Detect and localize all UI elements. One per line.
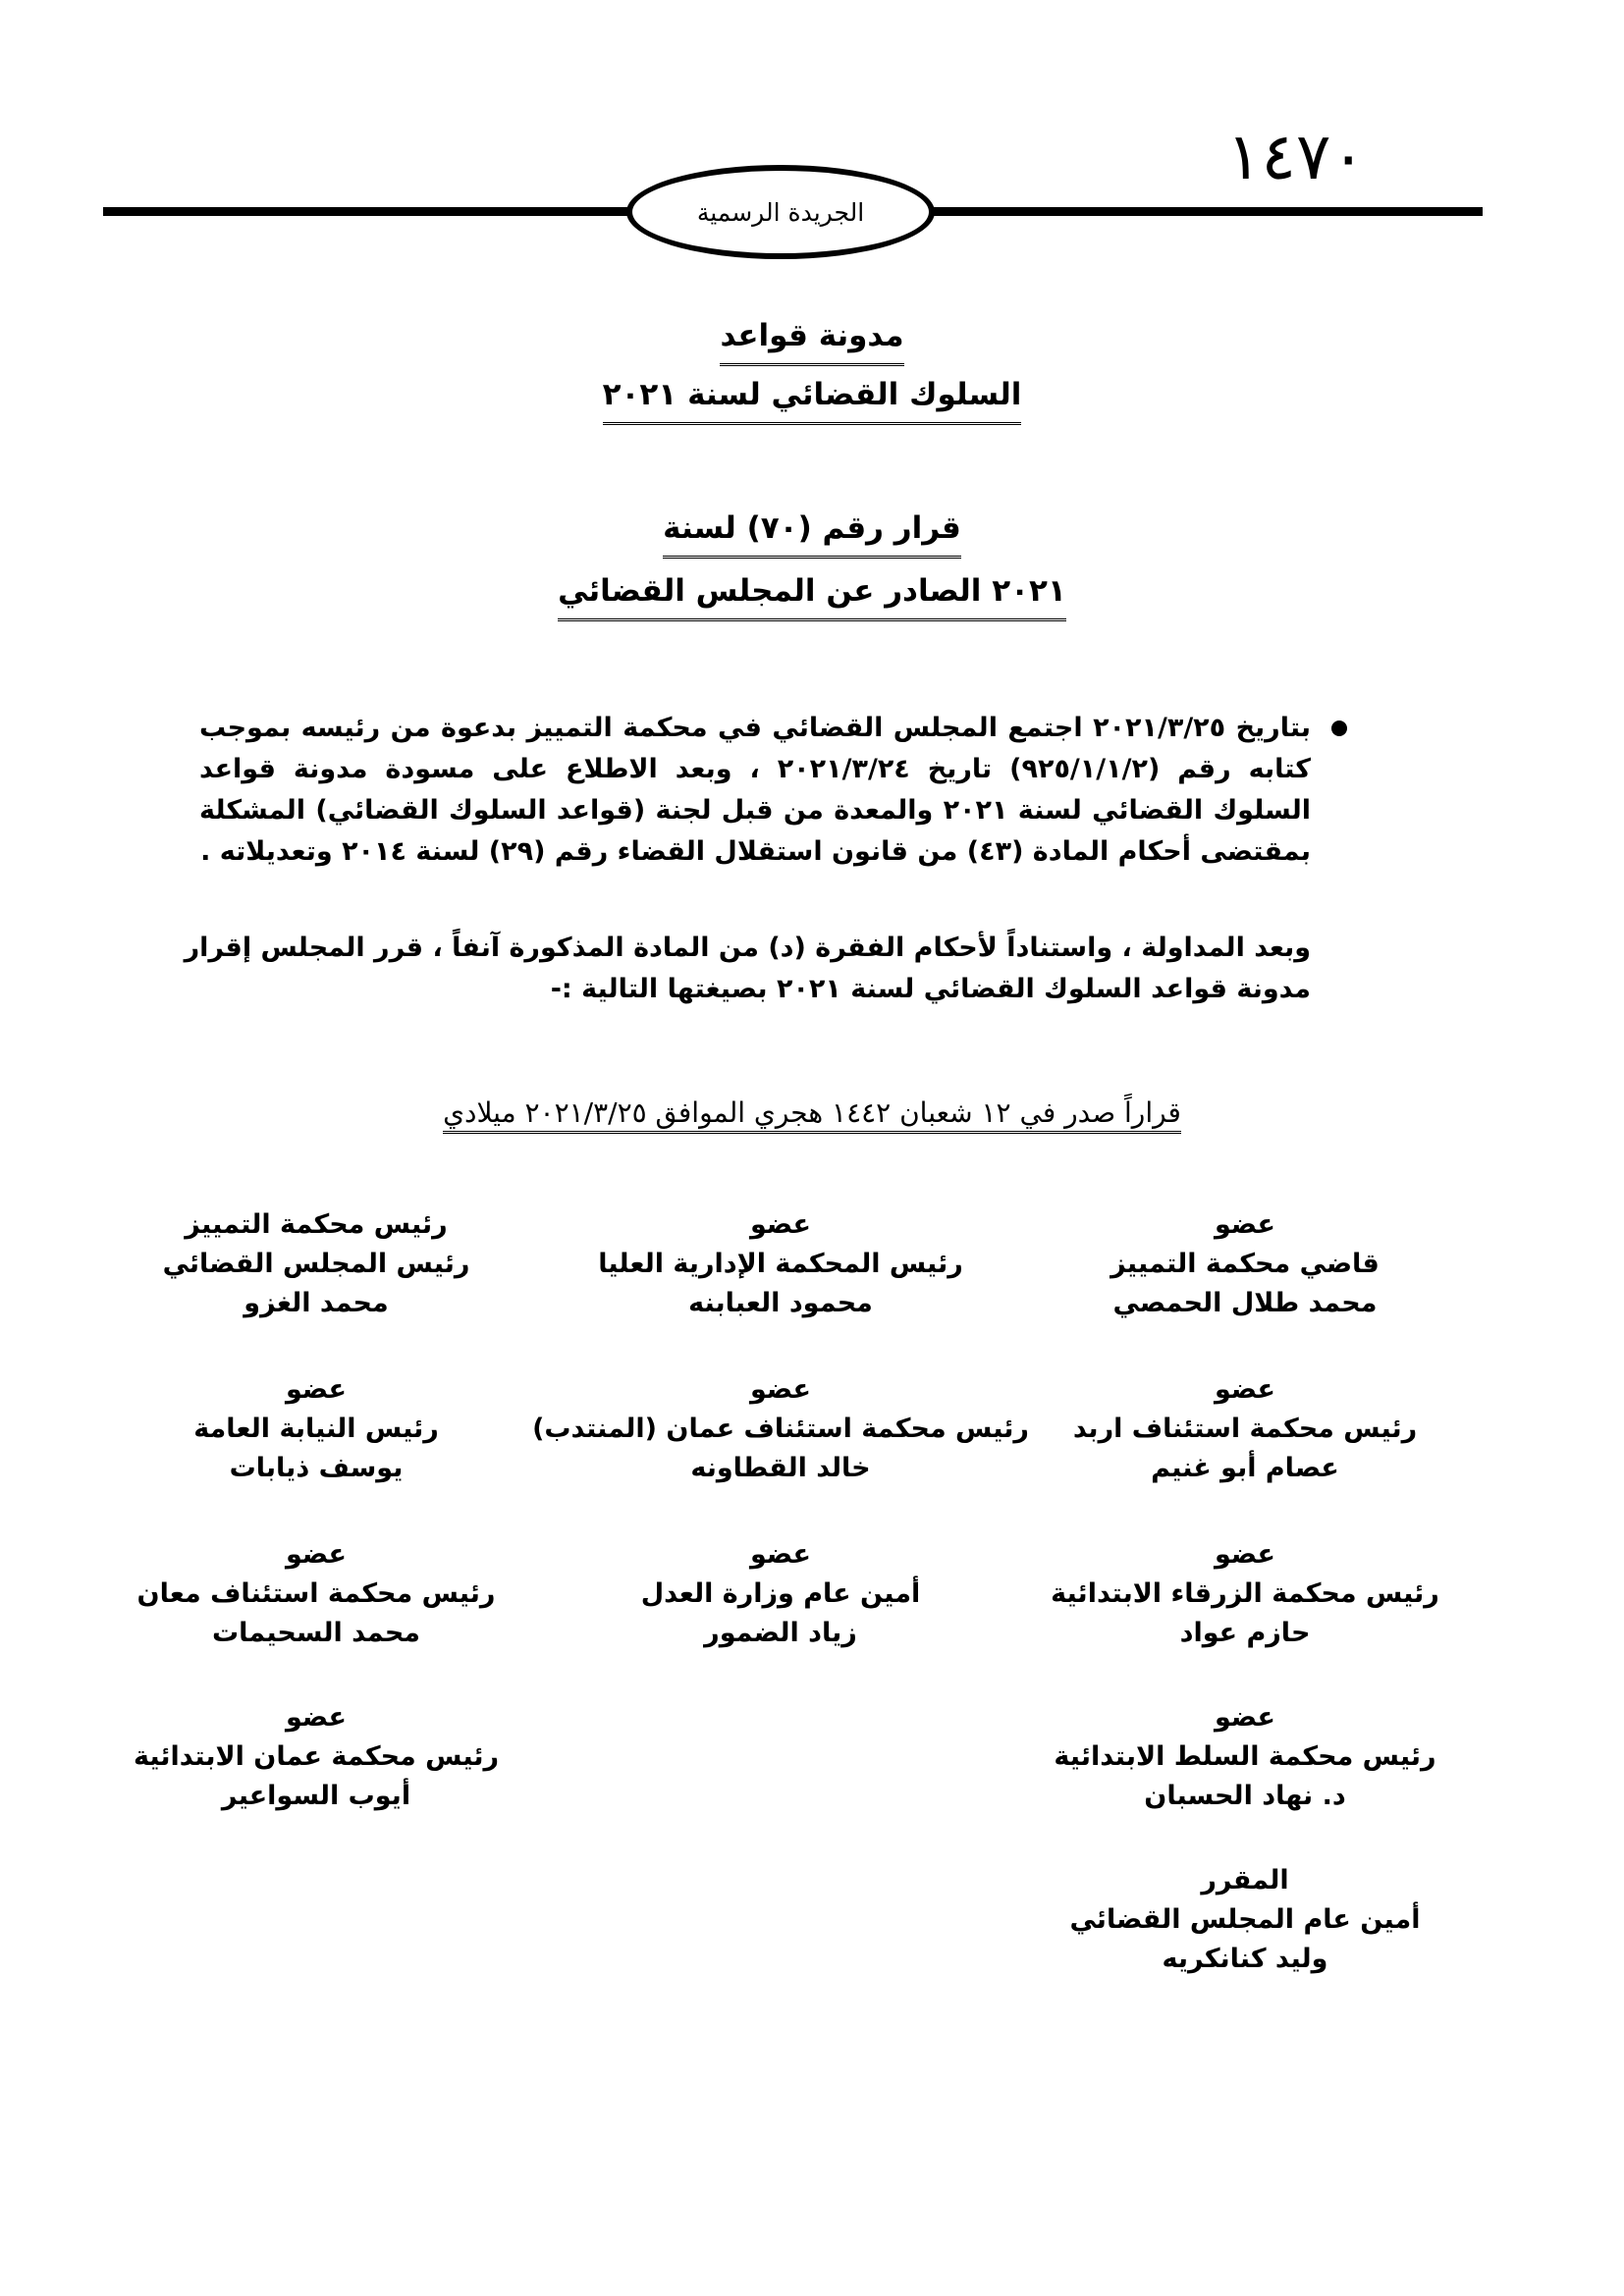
signatory-role: عضو xyxy=(750,1374,811,1405)
gazette-name: الجريدة الرسمية xyxy=(696,197,865,227)
signatory-title: رئيس المجلس القضائي xyxy=(162,1249,470,1279)
signatory-role: عضو xyxy=(1215,1209,1275,1240)
signature-block xyxy=(990,1205,1500,1323)
decision-heading-line2 xyxy=(0,569,1624,621)
signatory-title: رئيس المحكمة الإدارية العليا xyxy=(598,1249,963,1279)
document-title-line2 xyxy=(0,373,1624,425)
signatory-title: قاضي محكمة التمييز xyxy=(1110,1249,1380,1279)
signatory-role: المقرر xyxy=(1201,1865,1289,1896)
signatory-name: زياد الضمور xyxy=(704,1618,857,1648)
signature-block xyxy=(990,1698,1500,1816)
paragraph-line: كتابه رقم (٩٢٥/١/١/٢) تاريخ ٢٠٢١/٣/٢٤ ، وبعد الاطلاع على مسودة مدونة قواعد xyxy=(199,754,1311,784)
signature-block xyxy=(61,1205,571,1323)
signatory-title: رئيس محكمة عمان الابتدائية xyxy=(133,1741,500,1772)
signatory-name: خالد القطاونه xyxy=(690,1453,871,1483)
signatory-role: عضو xyxy=(286,1374,347,1405)
signatory-name: عصام أبو غنيم xyxy=(1151,1453,1339,1483)
paragraph-resolution xyxy=(184,928,1311,1010)
decision-date-text: قراراً صدر في ١٢ شعبان ١٤٤٢ هجري الموافق ٢٠٢١/٣/٢٥ ميلادي xyxy=(443,1096,1181,1134)
header-rule-left xyxy=(103,207,633,216)
signatory-title: رئيس محكمة الزرقاء الابتدائية xyxy=(1051,1578,1439,1609)
decision-date xyxy=(0,1092,1624,1135)
signatory-name: وليد كنانكريه xyxy=(1162,1944,1328,1974)
signatory-role: عضو xyxy=(750,1209,811,1240)
signature-block xyxy=(525,1205,1036,1323)
signature-block xyxy=(525,1535,1036,1653)
signatory-name: محمد السحيمات xyxy=(212,1618,420,1648)
signatory-name: حازم عواد xyxy=(1179,1618,1311,1648)
signatory-role: عضو xyxy=(1215,1374,1275,1405)
signatory-name: محمد الغزو xyxy=(244,1288,389,1318)
title-text: مدونة قواعد xyxy=(720,314,903,366)
title-text: السلوك القضائي لسنة ٢٠٢١ xyxy=(603,373,1022,425)
signatory-role: عضو xyxy=(1215,1539,1275,1570)
signatory-role: رئيس محكمة التمييز xyxy=(185,1209,448,1240)
signature-block xyxy=(990,1535,1500,1653)
signatory-role: عضو xyxy=(750,1539,811,1570)
bullet-icon xyxy=(1331,721,1347,736)
heading-text: ٢٠٢١ الصادر عن المجلس القضائي xyxy=(558,569,1066,621)
signature-block xyxy=(990,1861,1500,1979)
signature-block xyxy=(525,1370,1036,1488)
header-rule-right xyxy=(928,207,1483,216)
paragraph-line: مدونة قواعد السلوك القضائي لسنة ٢٠٢١ بصيغتها التالية :- xyxy=(550,974,1311,1004)
signatory-title: أمين عام المجلس القضائي xyxy=(1069,1904,1421,1935)
signatory-title: رئيس النيابة العامة xyxy=(193,1414,439,1444)
paragraph-line: بتاريخ ٢٠٢١/٣/٢٥ اجتمع المجلس القضائي في محكمة التمييز بدعوة من رئيسه بموجب xyxy=(199,713,1312,743)
signature-block xyxy=(61,1370,571,1488)
decision-heading-line1 xyxy=(0,507,1624,559)
signature-block xyxy=(61,1535,571,1653)
signatory-title: أمين عام وزارة العدل xyxy=(640,1578,921,1609)
paragraph-line: وبعد المداولة ، واستناداً لأحكام الفقرة (د) من المادة المذكورة آنفاً ، قرر المجلس إقرار xyxy=(184,933,1311,963)
heading-text: قرار رقم (٧٠) لسنة xyxy=(663,507,961,559)
signatory-title: رئيس محكمة استئناف عمان (المنتدب) xyxy=(532,1414,1029,1444)
signatory-title: رئيس محكمة استئناف معان xyxy=(136,1578,496,1609)
signatory-name: أيوب السواعير xyxy=(221,1781,411,1811)
signature-block xyxy=(990,1370,1500,1488)
paragraph-line: السلوك القضائي لسنة ٢٠٢١ والمعدة من قبل لجنة (قواعد السلوك القضائي) المشكلة xyxy=(199,795,1312,826)
signatory-role: عضو xyxy=(286,1702,347,1733)
signatory-title: رئيس محكمة استئناف اربد xyxy=(1072,1414,1418,1444)
document-title-line1 xyxy=(0,314,1624,366)
paragraph-preamble xyxy=(199,708,1311,873)
page-number: ١٤٧٠ xyxy=(1226,119,1366,194)
signatory-name: محمد طلال الحمصي xyxy=(1112,1288,1378,1318)
signatory-title: رئيس محكمة السلط الابتدائية xyxy=(1054,1741,1436,1772)
signatory-name: يوسف ذيابات xyxy=(229,1453,404,1483)
paragraph-line: بمقتضى أحكام المادة (٤٣) من قانون استقلال القضاء رقم (٢٩) لسنة ٢٠١٤ وتعديلاته . xyxy=(200,836,1311,867)
signatory-name: محمود العبابنه xyxy=(688,1288,873,1318)
signature-block xyxy=(61,1698,571,1816)
gazette-emblem xyxy=(626,165,935,259)
signatory-role: عضو xyxy=(1215,1702,1275,1733)
signatory-name: د. نهاد الحسبان xyxy=(1144,1781,1346,1811)
signatory-role: عضو xyxy=(286,1539,347,1570)
